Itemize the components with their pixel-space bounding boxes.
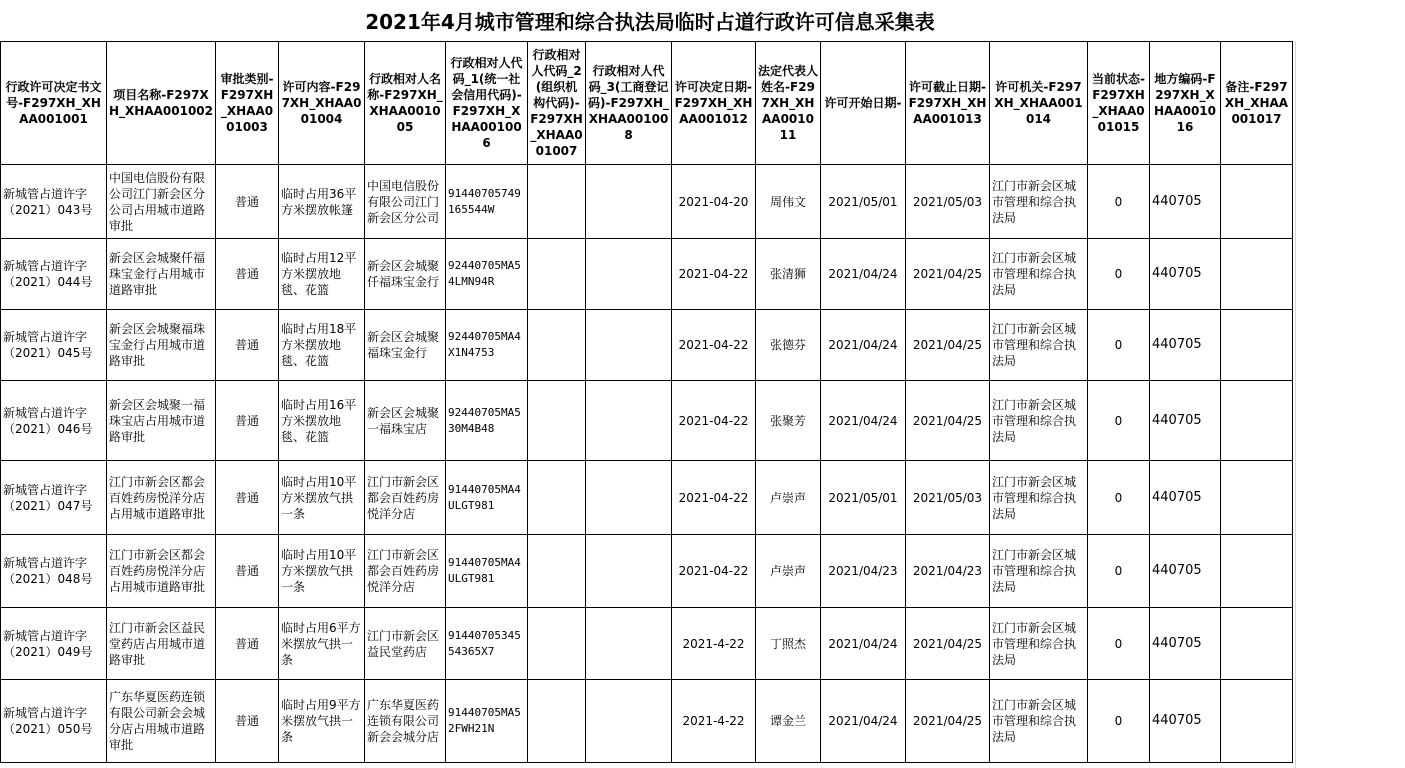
- table-cell[interactable]: 江门市新会区都会百姓药房悦洋分店占用城市道路审批: [107, 535, 216, 608]
- table-cell[interactable]: 临时占用10平方米摆放气拱一条: [279, 535, 365, 608]
- table-cell[interactable]: 普通: [216, 461, 279, 535]
- table-cell[interactable]: 新会区会城聚仟福珠宝金行占用城市道路审批: [107, 239, 216, 310]
- table-cell[interactable]: 临时占用16平方米摆放地毯、花篮: [279, 381, 365, 461]
- table-cell[interactable]: 91440705749165544W: [446, 165, 528, 239]
- table-cell[interactable]: 张清狮: [756, 239, 821, 310]
- table-cell[interactable]: 440705: [1150, 608, 1221, 680]
- table-cell[interactable]: 0: [1088, 535, 1150, 608]
- table-cell[interactable]: 440705: [1150, 680, 1221, 763]
- table-cell[interactable]: [528, 461, 586, 535]
- header-cell[interactable]: 行政相对人代码_3(工商登记码)-F297XH_XHAA001008: [586, 42, 672, 165]
- table-cell[interactable]: 2021/05/03: [906, 165, 990, 239]
- header-cell[interactable]: 行政相对人名称-F297XH_XHAA001005: [365, 42, 446, 165]
- header-cell[interactable]: 法定代表人姓名-F297XH_XHAA001011: [756, 42, 821, 165]
- table-cell[interactable]: 新城管占道许字（2021）046号: [1, 381, 107, 461]
- table-cell[interactable]: [1221, 381, 1293, 461]
- table-cell[interactable]: [528, 165, 586, 239]
- table-cell[interactable]: 2021/04/25: [906, 381, 990, 461]
- table-cell[interactable]: 2021/05/01: [821, 461, 906, 535]
- table-cell[interactable]: 0: [1088, 461, 1150, 535]
- table-row: [1, 381, 1293, 461]
- table-row: [1, 239, 1293, 310]
- table-row: [1, 535, 1293, 608]
- table-cell[interactable]: 2021/04/25: [906, 680, 990, 763]
- table-cell[interactable]: 91440705MA4ULGT981: [446, 535, 528, 608]
- permit-table: [0, 41, 1293, 763]
- table-cell[interactable]: 卢崇声: [756, 535, 821, 608]
- header-row: [1, 42, 1293, 165]
- table-cell[interactable]: 2021/04/25: [906, 310, 990, 381]
- table-cell[interactable]: 2021-4-22: [672, 608, 756, 680]
- table-cell[interactable]: 广东华夏医药连锁有限公司新会会城分店: [365, 680, 446, 763]
- table-cell[interactable]: [586, 535, 672, 608]
- page-title: 2021年4月城市管理和综合执法局临时占道行政许可信息采集表: [365, 10, 935, 34]
- table-cell[interactable]: 普通: [216, 680, 279, 763]
- grid-extension: [1295, 41, 1405, 768]
- table-cell[interactable]: 0: [1088, 310, 1150, 381]
- header-cell[interactable]: 地方编码-F297XH_XHAA001016: [1150, 42, 1221, 165]
- header-cell[interactable]: 审批类别-F297XH_XHAA001003: [216, 42, 279, 165]
- table-cell[interactable]: 普通: [216, 381, 279, 461]
- table-row: [1, 608, 1293, 680]
- table-cell[interactable]: 临时占用18平方米摆放地毯、花篮: [279, 310, 365, 381]
- table-cell[interactable]: 江门市新会区城市管理和综合执法局: [990, 608, 1088, 680]
- table-cell[interactable]: 2021/04/23: [906, 535, 990, 608]
- table-cell[interactable]: 周伟文: [756, 165, 821, 239]
- table-cell[interactable]: [586, 461, 672, 535]
- header-cell[interactable]: 许可机关-F297XH_XHAA001014: [990, 42, 1088, 165]
- table-cell[interactable]: 2021/04/25: [906, 608, 990, 680]
- table-cell[interactable]: 临时占用10平方米摆放气拱一条: [279, 461, 365, 535]
- table-cell[interactable]: 2021/04/24: [821, 310, 906, 381]
- table-row: [1, 310, 1293, 381]
- table-cell[interactable]: 江门市新会区都会百姓药房悦洋分店占用城市道路审批: [107, 461, 216, 535]
- table-cell[interactable]: [528, 680, 586, 763]
- table-cell[interactable]: 谭金兰: [756, 680, 821, 763]
- table-cell[interactable]: 新城管占道许字（2021）047号: [1, 461, 107, 535]
- table-cell[interactable]: 广东华夏医药连锁有限公司新会会城分店占用城市道路审批: [107, 680, 216, 763]
- header-cell[interactable]: 行政相对人代码_2(组织机构代码)-F297XH_XHAA001007: [528, 42, 586, 165]
- table-cell[interactable]: 新城管占道许字（2021）044号: [1, 239, 107, 310]
- table-cell[interactable]: 2021/04/24: [821, 381, 906, 461]
- table-cell[interactable]: [586, 381, 672, 461]
- table-cell[interactable]: [586, 608, 672, 680]
- table-cell[interactable]: 2021-04-22: [672, 239, 756, 310]
- table-cell[interactable]: [586, 239, 672, 310]
- table-cell[interactable]: 江门市新会区城市管理和综合执法局: [990, 680, 1088, 763]
- table-cell[interactable]: [1221, 461, 1293, 535]
- table-cell[interactable]: [1221, 680, 1293, 763]
- table-cell[interactable]: 新会区会城聚福珠宝金行占用城市道路审批: [107, 310, 216, 381]
- table-cell[interactable]: 江门市新会区益民堂药店: [365, 608, 446, 680]
- table-row: [1, 165, 1293, 239]
- table-row: [1, 680, 1293, 763]
- table-cell[interactable]: 0: [1088, 239, 1150, 310]
- table-cell[interactable]: 江门市新会区城市管理和综合执法局: [990, 381, 1088, 461]
- table-cell[interactable]: 0: [1088, 381, 1150, 461]
- table-cell[interactable]: 江门市新会区都会百姓药房悦洋分店: [365, 461, 446, 535]
- table-cell[interactable]: 2021/04/23: [821, 535, 906, 608]
- table-cell[interactable]: 卢崇声: [756, 461, 821, 535]
- table-cell[interactable]: 440705: [1150, 535, 1221, 608]
- table-cell[interactable]: 新城管占道许字（2021）045号: [1, 310, 107, 381]
- table-cell[interactable]: 2021-04-22: [672, 461, 756, 535]
- table-cell[interactable]: 普通: [216, 608, 279, 680]
- table-cell[interactable]: [586, 165, 672, 239]
- header-cell[interactable]: 许可内容-F297XH_XHAA001004: [279, 42, 365, 165]
- table-cell[interactable]: [1221, 239, 1293, 310]
- header-cell[interactable]: 许可决定日期-F297XH_XHAA001012: [672, 42, 756, 165]
- header-cell[interactable]: 备注-F297XH_XHAA001017: [1221, 42, 1293, 165]
- table-cell[interactable]: 新城管占道许字（2021）043号: [1, 165, 107, 239]
- table-cell[interactable]: 丁照杰: [756, 608, 821, 680]
- table-cell[interactable]: [1221, 165, 1293, 239]
- table-cell[interactable]: 临时占用9平方米摆放气拱一条: [279, 680, 365, 763]
- table-cell[interactable]: [1221, 310, 1293, 381]
- table-cell[interactable]: 中国电信股份有限公司江门新会区分公司: [365, 165, 446, 239]
- table-cell[interactable]: [528, 239, 586, 310]
- table-cell[interactable]: [528, 381, 586, 461]
- table-cell[interactable]: 张德芬: [756, 310, 821, 381]
- table-row: [1, 461, 1293, 535]
- table-cell[interactable]: 440705: [1150, 165, 1221, 239]
- table-cell[interactable]: 440705: [1150, 239, 1221, 310]
- table-cell[interactable]: 2021/04/24: [821, 239, 906, 310]
- header-cell[interactable]: 项目名称-F297XH_XHAA001002: [107, 42, 216, 165]
- table-cell[interactable]: 新城管占道许字（2021）048号: [1, 535, 107, 608]
- table-cell[interactable]: 普通: [216, 239, 279, 310]
- header-cell[interactable]: 许可开始日期-: [821, 42, 906, 165]
- table-cell[interactable]: 江门市新会区城市管理和综合执法局: [990, 239, 1088, 310]
- table-cell[interactable]: 2021-4-22: [672, 680, 756, 763]
- table-cell[interactable]: 新城管占道许字（2021）049号: [1, 608, 107, 680]
- table-cell[interactable]: 440705: [1150, 461, 1221, 535]
- table-cell[interactable]: [528, 310, 586, 381]
- table-cell[interactable]: 江门市新会区城市管理和综合执法局: [990, 535, 1088, 608]
- table-cell[interactable]: 92440705MA530M4B48: [446, 381, 528, 461]
- table-cell[interactable]: 江门市新会区益民堂药店占用城市道路审批: [107, 608, 216, 680]
- table-cell[interactable]: 0: [1088, 680, 1150, 763]
- table-cell[interactable]: 普通: [216, 535, 279, 608]
- table-cell[interactable]: 0: [1088, 165, 1150, 239]
- table-cell[interactable]: 新城管占道许字（2021）050号: [1, 680, 107, 763]
- table-cell[interactable]: 92440705MA4X1N4753: [446, 310, 528, 381]
- table-cell[interactable]: 0: [1088, 608, 1150, 680]
- table-cell[interactable]: 新会区会城聚一福珠宝店: [365, 381, 446, 461]
- table-cell[interactable]: 2021-04-22: [672, 381, 756, 461]
- table-cell[interactable]: [528, 535, 586, 608]
- table-cell[interactable]: 9144070534554365X7: [446, 608, 528, 680]
- header-cell[interactable]: 行政许可决定书文号-F297XH_XHAA001001: [1, 42, 107, 165]
- table-cell[interactable]: 440705: [1150, 381, 1221, 461]
- table-cell[interactable]: 2021/04/24: [821, 680, 906, 763]
- table-cell[interactable]: 2021/04/25: [906, 239, 990, 310]
- table-cell[interactable]: 临时占用36平方米摆放帐篷: [279, 165, 365, 239]
- table-cell[interactable]: [586, 310, 672, 381]
- table-cell[interactable]: 2021-04-22: [672, 310, 756, 381]
- table-cell[interactable]: 2021/04/24: [821, 608, 906, 680]
- table-cell[interactable]: [586, 680, 672, 763]
- table-cell[interactable]: 普通: [216, 310, 279, 381]
- table-cell[interactable]: [1221, 608, 1293, 680]
- table-cell[interactable]: 新会区会城聚一福珠宝店占用城市道路审批: [107, 381, 216, 461]
- table-cell[interactable]: 新会区会城聚福珠宝金行: [365, 310, 446, 381]
- table-cell[interactable]: 91440705MA52FWH21N: [446, 680, 528, 763]
- table-cell[interactable]: 2021/05/03: [906, 461, 990, 535]
- table-cell[interactable]: [528, 608, 586, 680]
- table-cell[interactable]: 江门市新会区都会百姓药房悦洋分店: [365, 535, 446, 608]
- table-cell[interactable]: 张聚芳: [756, 381, 821, 461]
- header-cell[interactable]: 行政相对人代码_1(统一社会信用代码)-F297XH_XHAA001006: [446, 42, 528, 165]
- table-cell[interactable]: 2021/05/01: [821, 165, 906, 239]
- header-cell[interactable]: 当前状态-F297XH_XHAA001015: [1088, 42, 1150, 165]
- table-cell[interactable]: [1221, 535, 1293, 608]
- table-cell[interactable]: 92440705MA54LMN94R: [446, 239, 528, 310]
- table-cell[interactable]: 江门市新会区城市管理和综合执法局: [990, 165, 1088, 239]
- table-cell[interactable]: 440705: [1150, 310, 1221, 381]
- table-cell[interactable]: 江门市新会区城市管理和综合执法局: [990, 310, 1088, 381]
- table-cell[interactable]: 普通: [216, 165, 279, 239]
- table-cell[interactable]: 2021-04-22: [672, 535, 756, 608]
- table-cell[interactable]: 江门市新会区城市管理和综合执法局: [990, 461, 1088, 535]
- header-cell[interactable]: 许可截止日期-F297XH_XHAA001013: [906, 42, 990, 165]
- table-cell[interactable]: 临时占用12平方米摆放地毯、花篮: [279, 239, 365, 310]
- table-cell[interactable]: 新会区会城聚仟福珠宝金行: [365, 239, 446, 310]
- table-cell[interactable]: 中国电信股份有限公司江门新会区分公司占用城市道路审批: [107, 165, 216, 239]
- table-cell[interactable]: 临时占用6平方米摆放气拱一条: [279, 608, 365, 680]
- table-cell[interactable]: 2021-04-20: [672, 165, 756, 239]
- table-cell[interactable]: 91440705MA4ULGT981: [446, 461, 528, 535]
